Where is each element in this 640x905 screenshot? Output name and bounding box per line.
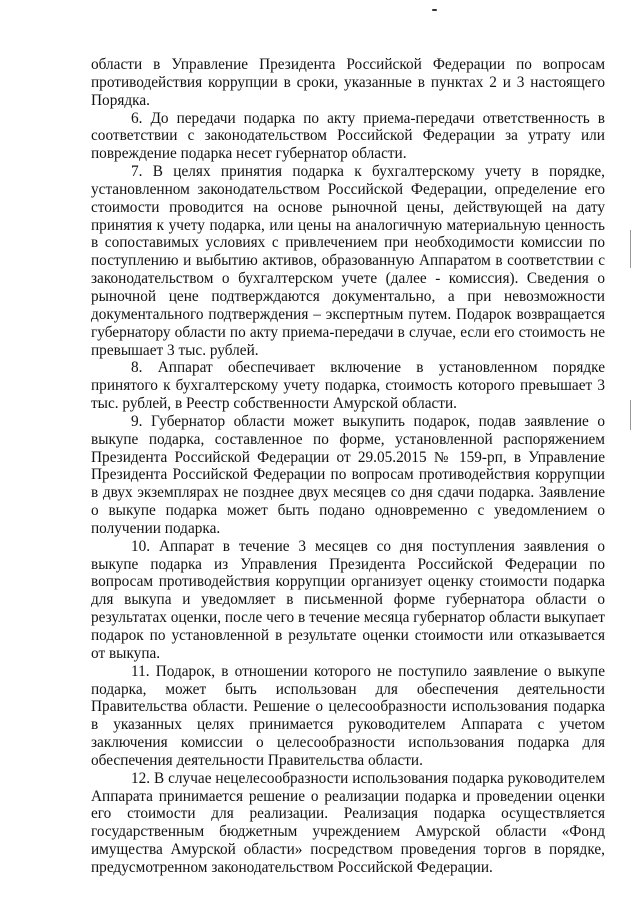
document-body xyxy=(91,56,605,877)
paragraph-continuation: области в Управление Президента Российской Федерации по вопросам противодействия коррупции в сроки, указанные в пунктах 2 и 3 настоящего Порядка. xyxy=(91,56,605,109)
scan-edge-mark xyxy=(630,230,631,268)
paragraph-12: 12. В случае нецелесообразности использования подарка руководителем Аппарата принимается решение о реализации подарка и проведении оценки его стоимости для реализации. Реализация подарка осуществляется государственным бюджетным учреждением Амурской области «Фонд имущества Амурской области» посредством проведения торгов в порядке, предусмотренном законодательством Российской Федерации. xyxy=(91,769,605,876)
scan-edge-mark xyxy=(630,400,631,430)
paragraph-6: 6. До передачи подарка по акту приема-передачи ответственность в соответствии с законодательством Российской Федерации за утрату или повреждение подарка несет губернатор области. xyxy=(91,109,605,163)
paragraph-9: 9. Губернатор области может выкупить подарок, подав заявление о выкупе подарка, составленное по форме, установленной распоряжением Президента Российской Федерации от 29.05.2015 № 159-рп, в Управление Президента Российской Федерации по вопросам противодействия коррупции в двух экземплярах не позднее двух месяцев со дня сдачи подарка. Заявление о выкупе подарка может быть подано одновременно с уведомлением о получении подарка. xyxy=(91,412,605,537)
scan-artifact-mark xyxy=(432,9,437,11)
paragraph-8: 8. Аппарат обеспечивает включение в установленном порядке принятого к бухгалтерскому учету подарка, стоимость которого превышает 3 тыс. рублей, в Реестр собственности Амурской области. xyxy=(91,359,605,413)
paragraph-11: 11. Подарок, в отношении которого не поступило заявление о выкупе подарка, может быть использован для обеспечения деятельности Правительства области. Решение о целесообразности использования подарка в указанных целях принимается руководителем Аппарата с учетом заключения комиссии о целесообразности использования подарка для обеспечения деятельности Правительства области. xyxy=(91,662,605,769)
paragraph-7: 7. В целях принятия подарка к бухгалтерскому учету в порядке, установленном законодательством Российской Федерации, определение его стоимости проводится на основе рыночной цены, действующей на дату принятия к учету подарка, или цены на аналогичную материальную ценность в сопоставимых условиях с привлечением при необходимости комиссии по поступлению и выбытию активов, образованную Аппаратом в соответствии с законодательством о бухгалтерском учете (далее - комиссия). Сведения о рыночной цене подтверждаются документально, а при невозможности документального подтверждения – экспертным путем. Подарок возвращается губернатору области по акту приема-передачи в случае, если его стоимость не превышает 3 тыс. рублей. xyxy=(91,163,605,359)
paragraph-10: 10. Аппарат в течение 3 месяцев со дня поступления заявления о выкупе подарка из Управления Президента Российской Федерации по вопросам противодействия коррупции организует оценку стоимости подарка для выкупа и уведомляет в письменной форме губернатора области о результатах оценки, после чего в течение месяца губернатор области выкупает подарок по установленной в результате оценки стоимости или отказывается от выкупа. xyxy=(91,537,605,662)
